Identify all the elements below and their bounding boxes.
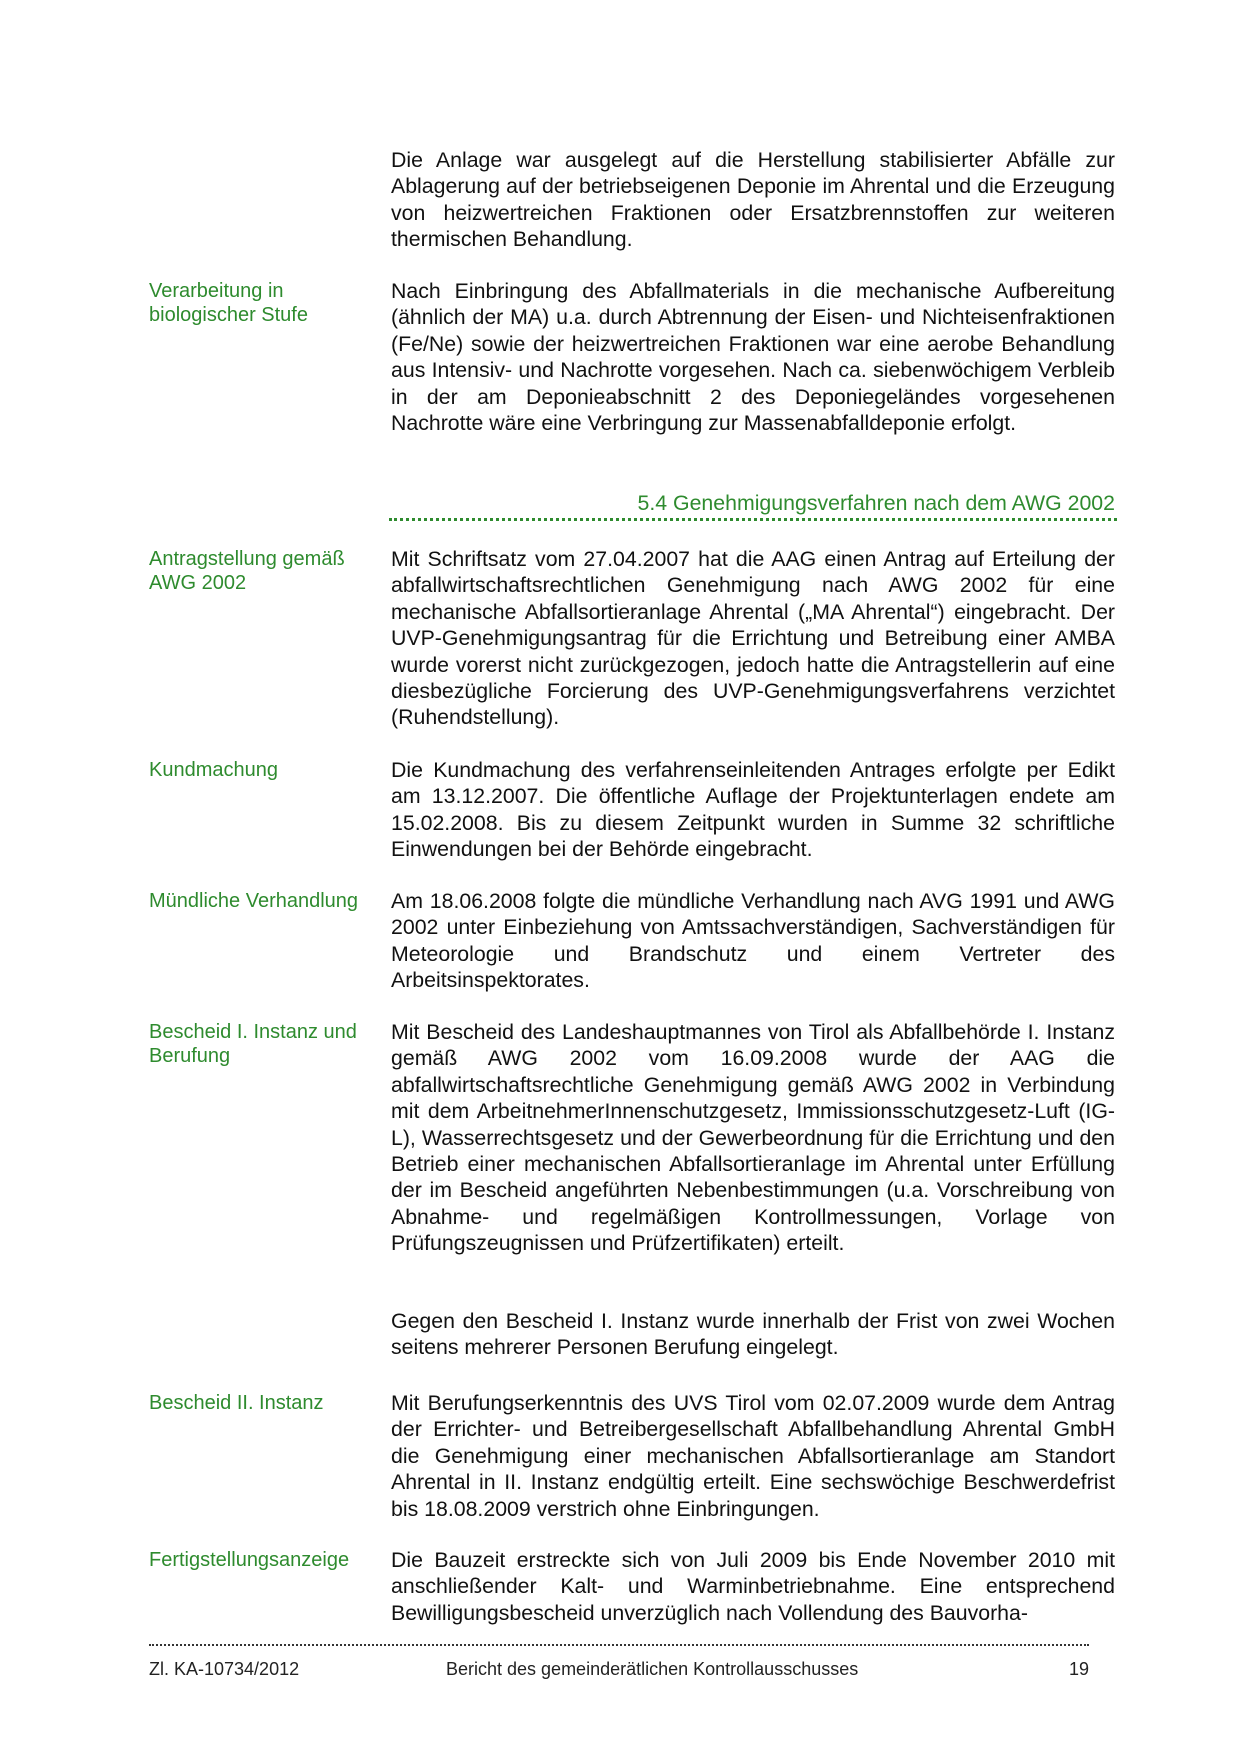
paragraph-anlage: Die Anlage war ausgelegt auf die Herstellung stabilisierter Abfälle zur Ablagerung auf der betriebseigenen Deponie im Ahrental und die Erzeugung von heizwertreichen Fraktionen oder Ersatzbrennstoffen zur weiteren thermischen Behandlung. bbox=[391, 148, 1115, 252]
sidenote-fertigstellung: Fertigstellungsanzeige bbox=[149, 1549, 350, 1571]
sidenote-verarbeitung: Verarbeitung in biologischer Stufe bbox=[149, 280, 308, 326]
page-number: 19 bbox=[1069, 1659, 1090, 1679]
paragraph-kundmachung: Die Kundmachung des verfahrenseinleitenden Antrages erfolgte per Edikt am 13.12.2007. Die öffentliche Auflage der Projektunterlagen endete am 15.02.2008. Bis zu diesem Zeitpunkt wurden in Summe 32 schriftliche Einwendungen bei der Behörde eingebracht. bbox=[391, 758, 1115, 862]
paragraph-bescheid-1: Mit Bescheid des Landeshauptmannes von Tirol als Abfallbehörde I. Instanz gemäß AWG 2002 vom 16.09.2008 wurde der AAG die abfallwirtschaftsrechtliche Genehmigung gemäß AWG 2002 in Verbindung mit dem ArbeitnehmerInnenschutzgesetz, Immissionsschutzgesetz-Luft (IG-L), Wasserrechtsgesetz und der Gewerbeordnung für die Errichtung und den Betrieb einer mechanischen Abfallsortieranlage im Ahrental unter Erfüllung der im Bescheid angeführten Nebenbestimmungen (u.a. Vorschreibung von Abnahme- und regelmäßigen Kontrollmessungen, Vorlage von Prüfungszeugnissen und Prüfzertifikaten) erteilt. bbox=[391, 1020, 1115, 1256]
footer-reference: Zl. KA-10734/2012 bbox=[149, 1659, 300, 1679]
paragraph-berufung: Gegen den Bescheid I. Instanz wurde innerhalb der Frist von zwei Wochen seitens mehrerer Personen Berufung eingelegt. bbox=[391, 1309, 1115, 1360]
paragraph-fertigstellung: Die Bauzeit erstreckte sich von Juli 2009 bis Ende November 2010 mit anschließender Kalt- und Warminbetriebnahme. Eine entsprechend Bewilligungsbescheid unverzüglich nach Vollendung des Bauvorha- bbox=[391, 1548, 1115, 1625]
sidenote-kundmachung: Kundmachung bbox=[149, 759, 278, 781]
paragraph-verarbeitung: Nach Einbringung des Abfallmaterials in die mechanische Aufbereitung (ähnlich der MA) u.a. durch Abtrennung der Eisen- und Nichteisenfraktionen (Fe/Ne) sowie der heizwertreichen Fraktionen war eine aerobe Behandlung aus Intensiv- und Nachrotte vorgesehen. Nach ca. siebenwöchigem Verbleib in der am Deponieabschnitt 2 des Deponiegeländes vorgesehenen Nachrotte wäre eine Verbringung zur Massenabfalldeponie erfolgt. bbox=[391, 279, 1115, 436]
paragraph-antragstellung: Mit Schriftsatz vom 27.04.2007 hat die AAG einen Antrag auf Erteilung der abfallwirtschaftsrechtlichen Genehmigung nach AWG 2002 für eine mechanische Abfallsortieranlage Ahrental („MA Ahrental“) eingebracht. Der UVP-Genehmigungsantrag für die Errichtung und Betreibung einer AMBA wurde vorerst nicht zurückgezogen, jedoch hatte die Antragstellerin auf eine diesbezügliche Forcierung des UVP-Genehmigungsverfahrens verzichtet (Ruhendstellung). bbox=[391, 547, 1115, 730]
sidenote-antragstellung: Antragstellung gemäß AWG 2002 bbox=[149, 548, 345, 594]
sidenote-verhandlung: Mündliche Verhandlung bbox=[149, 890, 359, 912]
paragraph-bescheid-2: Mit Berufungserkenntnis des UVS Tirol vom 02.07.2009 wurde dem Antrag der Errichter- und Betreibergesellschaft Abfallbehandlung Ahrental GmbH die Genehmigung einer mechanischen Abfallsortieranlage am Standort Ahrental in II. Instanz endgültig erteilt. Eine sechswöchige Beschwerdefrist bis 18.08.2009 verstrich ohne Einbringungen. bbox=[391, 1391, 1115, 1521]
section-heading: 5.4 Genehmigungsverfahren nach dem AWG 2002 bbox=[637, 491, 1115, 515]
footer-title: Bericht des gemeinderätlichen Kontrollausschusses bbox=[446, 1659, 859, 1679]
sidenote-bescheid-1: Bescheid I. Instanz und Berufung bbox=[149, 1021, 357, 1067]
footer-rule bbox=[149, 1644, 1089, 1646]
sidenote-bescheid-2: Bescheid II. Instanz bbox=[149, 1392, 324, 1414]
paragraph-verhandlung: Am 18.06.2008 folgte die mündliche Verhandlung nach AVG 1991 und AWG 2002 unter Einbeziehung von Amtssachverständigen, Sachverständigen für Meteorologie und Brandschutz und einem Vertreter des Arbeitsinspektorates. bbox=[391, 889, 1115, 993]
section-heading-rule bbox=[389, 518, 1117, 521]
